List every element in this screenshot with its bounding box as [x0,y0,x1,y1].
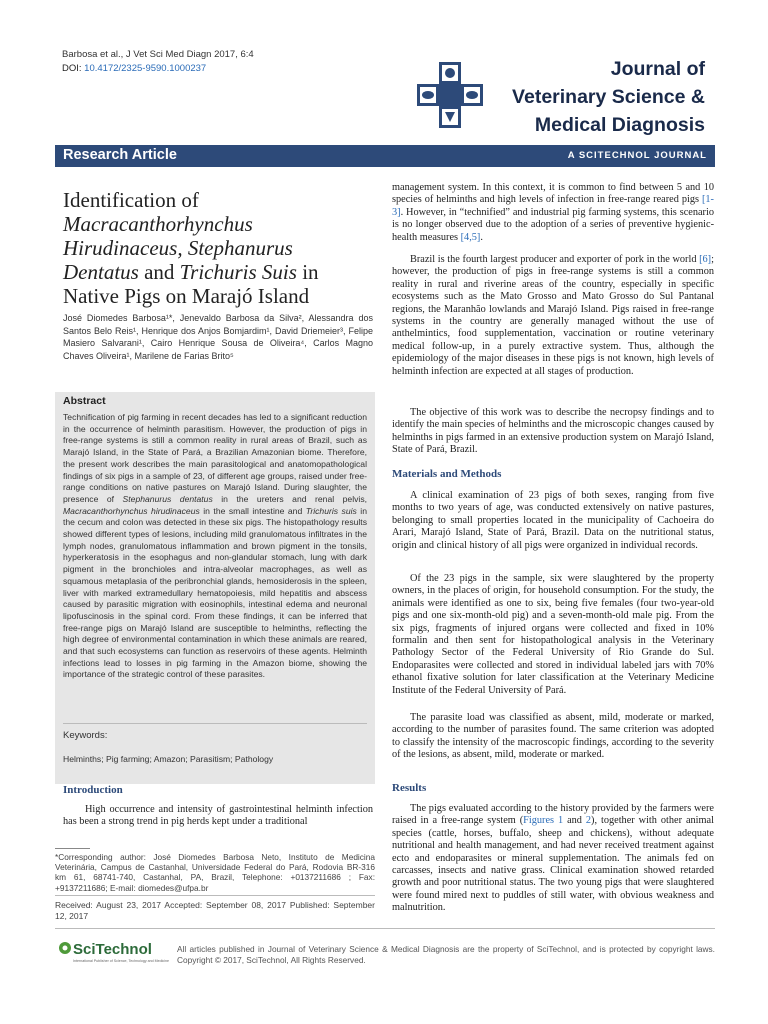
doi-label: DOI: [62,63,82,74]
journal-logo-icon [415,60,485,130]
logo-wordmark: SciTechnol [73,941,152,958]
title-part1: Identification of [63,188,199,212]
right-paragraph-7: The pigs evaluated according to the history provided by the farmers were raised in a free-range system (Figures 1 and 2), together with other animal species (cattle, horses, buffalo, sheep and chickens), without adequate nutritional and health management, and had never received treatment against ecto and endoparasites or mineral supplementation. The animals fed on carcasses, insects and native grass. Clinical examination showed retarded growth and poor nutritional status. The two young pigs that were slaughtered were found mired next to puddles of still water, with obvious weakness and malnutrition. [392,803,714,914]
logo-tagline: International Publisher of Science, Technology and Medicine [73,959,170,963]
right-paragraph-1: management system. In this context, it is common to find between 5 and 10 species of helminths and high levels of infection in free-range reared pigs [1-3]. However, in “technified” and industrial pig farming systems, this scenario is no longer observed due to the adoption of a series of preventive hygienic-health measures [4,5]. [392,182,714,243]
ref-link-6[interactable]: [6] [699,254,712,265]
journal-name-line2: Veterinary Science & [512,86,705,108]
keywords-divider [63,723,367,724]
author-list: José Diomedes Barbosa¹*, Jenevaldo Barbosa da Silva², Alessandra dos Santos Belo Reis¹, Henrique dos Anjos Bomjardim¹, David Driemeier³, Felipe Masiero Salvarani¹, Cairo Henrique Sousa de Oliveira⁴, Carlos Magno Chaves Oliveira¹, Marilene de Farias Brito⁵ [63,313,373,361]
introduction-heading: Introduction [63,784,123,796]
results-heading: Results [392,782,427,794]
citation-text: Barbosa et al., J Vet Sci Med Diagn 2017, 6:4 [62,49,254,60]
ref-link-4-5[interactable]: [4,5] [460,231,481,243]
ref-link-1-3[interactable]: [1-3] [392,194,714,218]
article-type-label: Research Article [63,147,177,163]
journal-name [512,55,705,139]
article-title [63,188,373,308]
abstract-title: Abstract [63,395,106,407]
introduction-paragraph: High occurrence and intensity of gastrointestinal helminth infection has been a strong trend in pig herds kept under a traditional [63,804,373,828]
corresponding-author-note: *Corresponding author: José Diomedes Barbosa Neto, Instituto de Medicina Veterinária, Campus de Castanhal, Universidade Federal do Pará, Rodovia BR-316 km 61, 68741-740, Castanhal, PA, Brazil, Telephone: +0137211686 ; Fax: +9137211686; E-mail: diomedes@ufpa.br [55,852,375,893]
footnote-divider [55,848,90,849]
copyright-notice: All articles published in Journal of Veterinary Science & Medical Diagnosis are the property of SciTechnol, and is protected by copyright laws. Copyright © 2017, SciTechnol, All Rights Reserved. [177,944,715,965]
keywords-text: Helminths; Pig farming; Amazon; Parasitism; Pathology [63,754,274,764]
footer-divider [55,928,715,929]
right-paragraph-5: Of the 23 pigs in the sample, six were slaughtered by the property owners, in the places of origin, for household consumption. For the study, the animals were identified as one to six, being five females (four two-year-old pigs and one six-month-old pig) and a seven-month-old male pig. From the six pigs, fragments of injured organs were collected and fixed in 10% formalin and then sent for histopathological analysis in the Veterinary Pathology Sector of the Federal University of Rio Grande do Sul. Endoparasites were collected and stored in individual labeled jars with 70% ethanol fixative solution for later classification at the Veterinary Medicine Institute of the Federal University of Pará. [392,573,714,696]
journal-name-line3: Medical Diagnosis [534,114,705,136]
doi-link[interactable]: 10.4172/2325-9590.1000237 [84,63,207,74]
figure-1-link[interactable]: Figures 1 [523,815,564,827]
dates-divider [55,895,375,896]
title-part4: Trichuris Suis [179,260,297,284]
title-part3: and [138,260,180,284]
right-paragraph-2: Brazil is the fourth largest producer and exporter of pork in the world [6]; however, the production of pigs in free-range systems is still a common reality in rural and riverine areas of the country, especially in specific ecosystems such as the Mato Grosso and Mato Grosso do Sul Pantanal regions, the Maranhão lowlands and Marajó Island. Pigs raised in free-range systems in the country are generally managed without the use of anthelmintics, food supplementation, vaccination or routine veterinary medical follow-up, in a purely extractive system. Thus, although the epidemiology of the major diseases in these pigs is not known, high levels of helminth infection are expected at all stages of production. [392,254,714,377]
title-part2: Macracanthorhynchus Hirudinaceus, Stephanurus Dentatus [63,212,293,284]
methods-heading: Materials and Methods [392,468,502,480]
citation-block [62,48,254,76]
abstract-text: Technification of pig farming in recent decades has led to a significant reduction in the occurrence of helminth parasitism. However, the production of pigs in free-range systems is still a common reality in rural areas of Brazil, such as Marajó Island, in the State of Pará, a Brazilian Amazonian biome. Therefore, the present work describes the main parasitological and anatomopathological findings of six pigs in a sample of 23, of different age groups, raised under free-range conditions on native pastures on Marajó Island. During slaughter, the presence of Stephanurus dentatus in the ureters and renal pelvis, Macracanthorhynchus hirudinaceus in the small intestine and Trichuris suis in the cecum and colon was detected in these six pigs. The histopathology results showed different types of lesions, including mild granulomatous infiltrates in the lymph nodes, granulomatous inflammation and brown pigment in the tonsils, hyperkeratosis in the esophagus and non-glandular stomach, lung with dark pigment in the bronchioles and intra-alveolar macrophages, as well as squamous metaplasia of the peribronchial glands, hemosiderosis in the spleen, liver with marked extramedullary hematopoiesis, mild hepatitis and abscess caused by parasitic migration with eosinophils, intestinal edema and neuronal lipofuscinosis in the spinal cord. From these findings, it can be inferred that free-range pigs on Marajó Island are susceptible to helminths, reflecting the high degree of environmental contamination in which these animals are reared, and that such ecosystems can function as reservoirs of these agents. Helminth infections lead to losses in pig farming in the Amazon biome, showing the importance of the strategic control of these parasites. [63,412,368,680]
right-paragraph-3: The objective of this work was to describe the necropsy findings and to identify the main species of helminths and the microscopic changes caused by helminths in pigs farmed in an extensive production system on Marajó Island, State of Pará, Brazil. [392,407,714,456]
publication-dates: Received: August 23, 2017 Accepted: September 08, 2017 Published: September 12, 2017 [55,900,375,921]
right-paragraph-4: A clinical examination of 23 pigs of both sexes, ranging from five months to two years of age, was conducted extensively on native pastures, belonging to small properties located in the municipality of Cachoeira do Arari, Marajó Island, State of Pará, Brazil. Data on the nutritional status, origin and clinical history of all pigs were organized in individual records. [392,490,714,551]
journal-name-line1: Journal of [610,58,705,80]
figure-2-link[interactable]: 2 [585,815,592,827]
publisher-tag: A SCITECHNOL JOURNAL [567,150,707,161]
abstract-box [55,392,375,784]
title-part5: in Native Pigs on Marajó Island [63,260,319,308]
right-paragraph-6: The parasite load was classified as absent, mild, moderate or marked, according to the number of parasites found. The same criterion was adopted to classify the intensity of the macroscopic findings, according to the severity of the lesions, as absent, mild, moderate or marked. [392,712,714,761]
scitechnol-logo [57,934,177,974]
article-type-banner [55,145,715,167]
keywords-label: Keywords: [63,730,108,741]
